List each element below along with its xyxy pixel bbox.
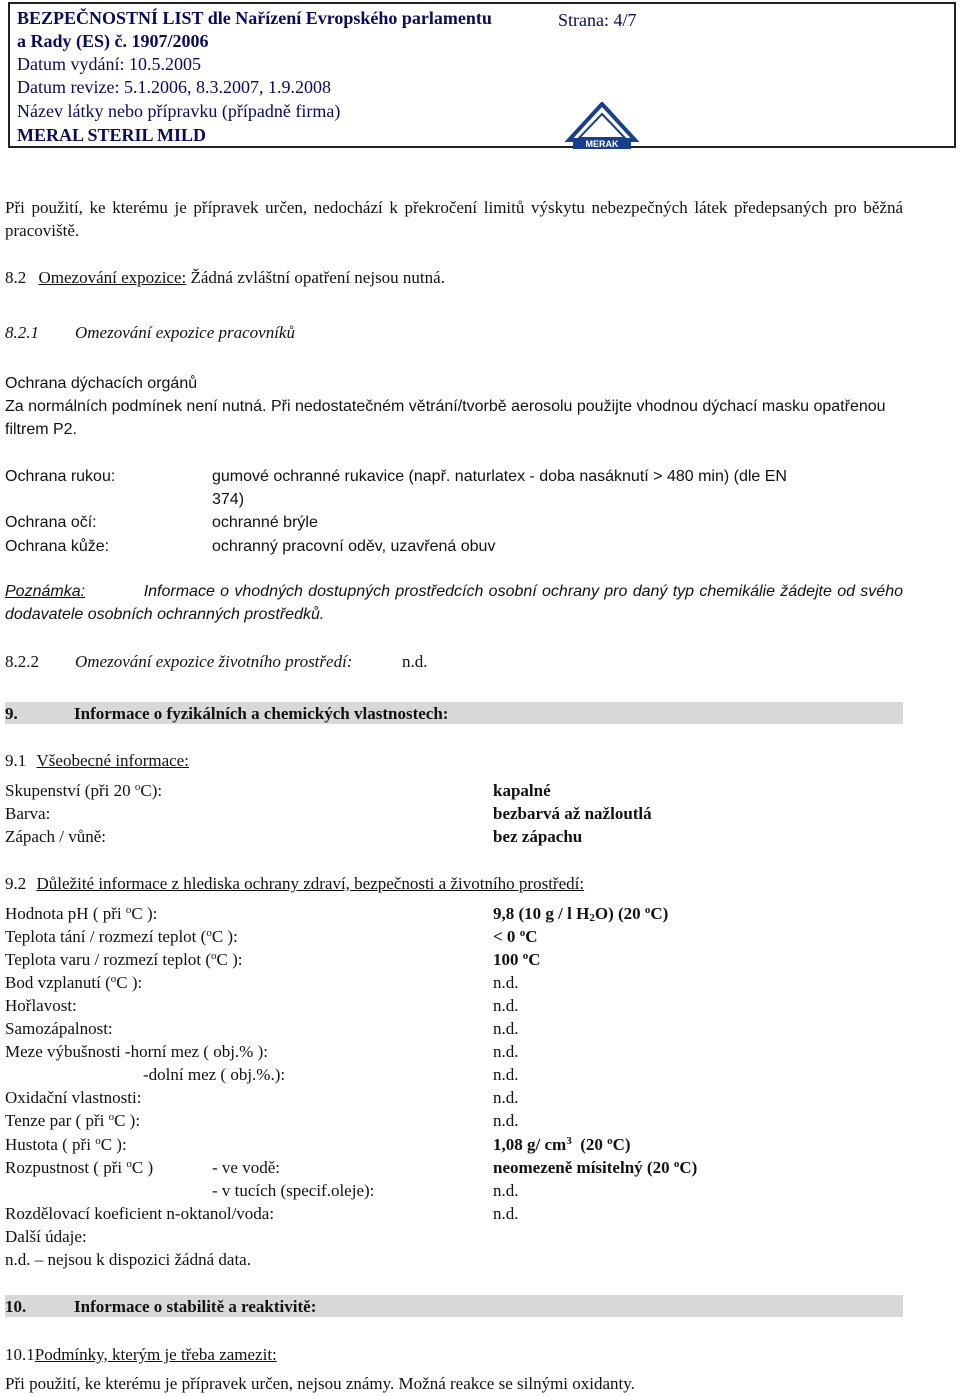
section-number: 10.: [5, 1297, 27, 1316]
property-label: Tenze par ( při $^o$C ):: [5, 1111, 141, 1130]
protection-value: ochranné brýle: [212, 514, 318, 531]
property-label: Teplota tání / rozmezí teplot ($^o$C ):: [5, 927, 238, 946]
property-value: n.d.: [493, 973, 519, 992]
section-title: Všeobecné informace:: [36, 751, 189, 770]
property-label: Další údaje:: [5, 1227, 87, 1246]
section-number: 9.: [5, 704, 18, 723]
property-label: Oxidační vlastnosti:: [5, 1088, 142, 1107]
property-label: Hořlavost:: [5, 996, 77, 1015]
section-text: Žádná zvláštní opatření nejsou nutná.: [190, 268, 445, 287]
intro-paragraph: Při použití, ke kterému je přípravek určen, nedochází k překročení limitů výskytu nebezpečných látek předepsaných pro běžná pracoviště.: [5, 198, 903, 240]
section-9-1: [5, 749, 189, 772]
final-text: Při použití, ke kterému je přípravek určen, nejsou známy. Možná reakce se silnými oxidanty.: [5, 1374, 635, 1393]
property-label: n.d. – nejsou k dispozici žádná data.: [5, 1250, 251, 1269]
property-label: Rozdělovací koeficient n-oktanol/voda:: [5, 1204, 275, 1223]
section-10-1: [5, 1343, 277, 1366]
issue-date: Datum vydání: 10.5.2005: [17, 54, 201, 74]
property-sublabel: - ve vodě:: [212, 1158, 280, 1177]
property-value: neomezeně mísitelný (20 $^o$C): [493, 1158, 698, 1177]
section-number: 8.2: [5, 268, 27, 287]
property-row: [5, 1248, 905, 1271]
property-label: Teplota varu / rozmezí teplot ($^o$C ):: [5, 950, 243, 969]
property-row: [5, 1109, 905, 1132]
protection-label: Ochrana kůže:: [5, 538, 110, 555]
product-name: MERAL STERIL MILD: [17, 125, 207, 145]
property-value: n.d.: [493, 1204, 519, 1223]
property-label: Barva:: [5, 804, 51, 823]
property-row: [5, 1040, 905, 1063]
page-number: Strana: 4/7: [558, 10, 637, 30]
general-row: [5, 779, 905, 802]
section-8-2-1: [5, 321, 295, 344]
property-value: kapalné: [493, 781, 551, 800]
substance-name-label: Název látky nebo přípravku (případně firma): [17, 101, 341, 121]
property-value: n.d.: [493, 1181, 519, 1200]
property-row: [5, 948, 905, 971]
property-label: -dolní mez ( obj.%.):: [143, 1065, 286, 1084]
property-row: [5, 971, 905, 994]
protection-label: Ochrana rukou:: [5, 468, 116, 485]
section-number: 10.1: [5, 1345, 35, 1364]
section-title: Informace o stabilitě a reaktivitě:: [74, 1297, 317, 1316]
section-title: Důležité informace z hlediska ochrany zdraví, bezpečnosti a životního prostředí:: [36, 874, 585, 893]
property-row: [5, 1156, 905, 1179]
section-title: Podmínky, kterým je třeba zamezit:: [34, 1345, 277, 1364]
protection-value-cont: 374): [212, 491, 245, 508]
property-value: < 0 $^o$C: [493, 927, 538, 946]
section-title: Omezování expozice pracovníků: [75, 323, 295, 342]
section-value: n.d.: [402, 652, 428, 671]
logo-text: MERAK: [585, 139, 619, 149]
property-value: 1,08 g/ $cm^3$ (20 $^o$C): [493, 1135, 631, 1154]
property-value: n.d.: [493, 1019, 519, 1038]
property-sublabel: - v tucích (specif.oleje):: [212, 1181, 375, 1200]
section-title: Omezování expozice životního prostředí:: [75, 652, 353, 671]
section-8-2-2: [5, 650, 428, 673]
property-label: Rozpustnost ( při $^o$C ): [5, 1158, 154, 1177]
property-value: 100 $^o$C: [493, 950, 541, 969]
section-number: 9.2: [5, 874, 27, 893]
property-row: [5, 925, 905, 948]
property-row: [5, 1179, 905, 1202]
section-8-2: [5, 266, 445, 289]
property-row: [5, 1063, 905, 1086]
property-label: Meze výbušnosti -horní mez ( obj.% ):: [5, 1042, 268, 1061]
property-row: [5, 902, 905, 925]
document-header: [8, 2, 956, 148]
property-row: [5, 1225, 905, 1248]
section-number: 8.2.1: [5, 323, 39, 342]
property-label: Hustota ( při $^o$C ):: [5, 1135, 127, 1154]
property-row: [5, 1133, 905, 1156]
property-row: [5, 994, 905, 1017]
general-row: [5, 802, 905, 825]
section-title: Omezování expozice:: [38, 268, 187, 287]
property-label: Bod vzplanutí ($^o$C ):: [5, 973, 143, 992]
note-label: Poznámka:: [5, 583, 86, 600]
property-value: 9,8 (10 g / l $H_2O$) (20 $^o$C): [493, 904, 669, 924]
property-value: bez zápachu: [493, 827, 583, 846]
property-value: n.d.: [493, 1042, 519, 1061]
property-label: Skupenství (při 20 $^o$C):: [5, 781, 163, 800]
section-10-header: [5, 1295, 903, 1317]
property-row: [5, 1202, 905, 1225]
property-value: bezbarvá až nažloutlá: [493, 804, 652, 823]
merak-logo: [565, 102, 639, 150]
respiratory-title: Ochrana dýchacích orgánů: [5, 375, 198, 392]
protection-value: gumové ochranné rukavice (např. naturlatex - doba nasáknutí > 480 min) (dle EN: [212, 468, 787, 485]
property-row: [5, 1086, 905, 1109]
sheet-title: BEZPEČNOSTNÍ LIST dle Nařízení Evropského parlamentu: [17, 8, 492, 28]
section-number: 9.1: [5, 751, 27, 770]
section-9-2: [5, 872, 584, 895]
property-value: n.d.: [493, 1111, 519, 1130]
note: [5, 580, 903, 626]
property-value: n.d.: [493, 996, 519, 1015]
note-text: Informace o vhodných dostupných prostředcích osobní ochrany pro daný typ chemikálie žádejte od svého dodavatele osobních ochranných prostředků.: [5, 583, 904, 623]
property-value: n.d.: [493, 1065, 519, 1084]
property-row: [5, 1017, 905, 1040]
protection-label: Ochrana očí:: [5, 514, 97, 531]
property-label: Zápach / vůně:: [5, 827, 107, 846]
general-row: [5, 825, 905, 848]
property-value: n.d.: [493, 1088, 519, 1107]
property-label: Samozápalnost:: [5, 1019, 113, 1038]
section-9-header: [5, 702, 903, 724]
regulation-line: a Rady (ES) č. 1907/2006: [17, 31, 209, 51]
property-label: Hodnota pH ( při $^o$C ):: [5, 904, 158, 923]
protection-value: ochranný pracovní oděv, uzavřená obuv: [212, 538, 496, 555]
section-number: 8.2.2: [5, 652, 39, 671]
section-title: Informace o fyzikálních a chemických vlastnostech:: [74, 704, 449, 723]
revision-date: Datum revize: 5.1.2006, 8.3.2007, 1.9.2008: [17, 77, 331, 97]
respiratory-text: Za normálních podmínek není nutná. Při nedostatečném větrání/tvorbě aerosolu použijte vhodnou dýchací masku opatřenou filtrem P2.: [5, 398, 886, 438]
